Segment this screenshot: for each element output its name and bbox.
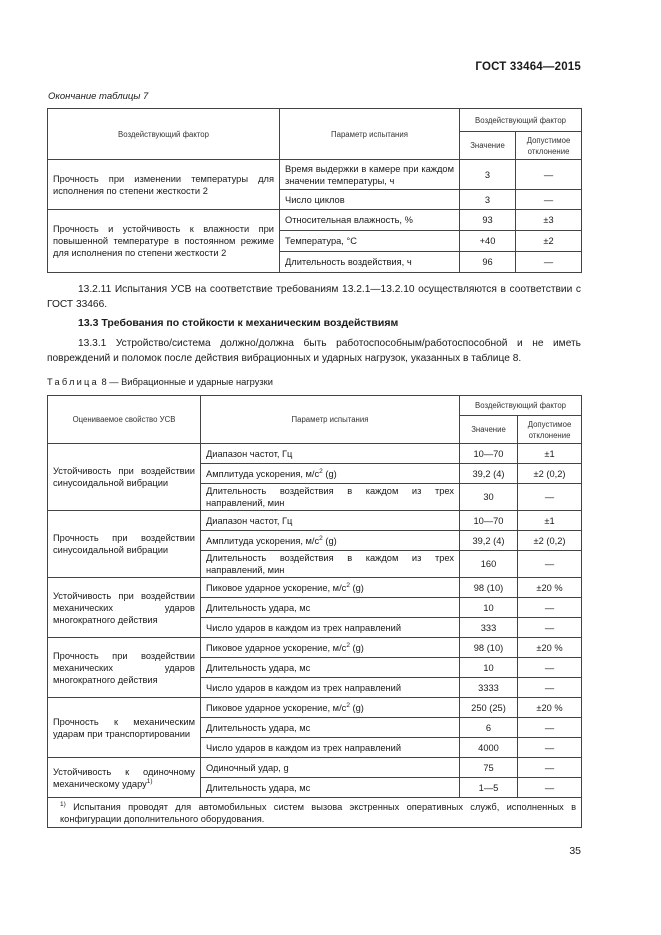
table-row xyxy=(48,511,582,531)
table-footnote-row xyxy=(48,798,582,828)
t7-param-cell: Относительная влажность, % xyxy=(280,210,460,231)
table-row xyxy=(48,444,582,464)
t8-property-text: Прочность при воздействии синусоидальной вибрации xyxy=(53,533,195,555)
table7-caption: Окончание таблицы 7 xyxy=(48,91,149,102)
table8-footnote xyxy=(48,798,582,828)
t8-param-cell: Длительность воздействия в каждом из трех направлений, мин xyxy=(201,484,460,511)
t8-header-param: Параметр испытания xyxy=(201,396,460,444)
t8-param-pre: Амплитуда ускорения, м/с xyxy=(206,535,320,546)
table-8 xyxy=(47,395,582,828)
t8-param-pre: Пиковое ударное ускорение, м/с xyxy=(206,582,347,593)
t8-param-post: (g) xyxy=(322,468,337,479)
t8-value-cell: 250 (25) xyxy=(460,698,518,718)
t8-dev-cell: — xyxy=(518,738,582,758)
t8-property-cell xyxy=(48,444,201,511)
t8-header-deviation: Допустимое отклонение xyxy=(518,416,582,444)
t8-param-cell: Длительность удара, мс xyxy=(201,718,460,738)
t8-value-cell: 10 xyxy=(460,658,518,678)
t8-param-cell: Длительность удара, мс xyxy=(201,658,460,678)
t8-param-cell xyxy=(201,638,460,658)
t7-value-cell: 93 xyxy=(460,210,516,231)
t8-param-post: (g) xyxy=(349,642,364,653)
t8-param-cell xyxy=(201,531,460,551)
t8-param-pre: Пиковое ударное ускорение, м/с xyxy=(206,702,347,713)
t8-value-cell: 10 xyxy=(460,598,518,618)
t8-param-sup: 2 xyxy=(319,467,323,475)
t8-value-cell: 30 xyxy=(460,484,518,511)
t8-dev-cell: — xyxy=(518,551,582,578)
paragraph-13-3-1 xyxy=(47,336,581,366)
table8-caption-rest: 8 — Вибрационные и ударные нагрузки xyxy=(101,377,273,387)
t7-value-cell: 3 xyxy=(460,190,516,210)
t7-dev-cell: ±3 xyxy=(516,210,582,231)
t8-dev-cell: — xyxy=(518,484,582,511)
table-row xyxy=(48,758,582,778)
t8-value-cell: 98 (10) xyxy=(460,578,518,598)
t8-param-sup: 2 xyxy=(346,641,350,649)
t7-header-deviation: Допустимое отклонение xyxy=(516,132,582,160)
t8-dev-cell: ±1 xyxy=(518,444,582,464)
t8-param-cell: Длительность удара, мс xyxy=(201,598,460,618)
t8-value-cell: 4000 xyxy=(460,738,518,758)
t8-param-cell: Длительность воздействия в каждом из трех направлений, мин xyxy=(201,551,460,578)
t7-value-cell: +40 xyxy=(460,231,516,252)
table8-caption xyxy=(47,377,273,387)
t8-property-cell xyxy=(48,698,201,758)
footnote-mark: 1) xyxy=(60,800,66,808)
t7-param-cell: Время выдержки в камере при каждом значении температуры, ч xyxy=(280,160,460,190)
paragraph-13-2-11-text: 13.2.11 Испытания УСВ на соответствие требованиям 13.2.1—13.2.10 осуществляются в соответствии с ГОСТ 33466. xyxy=(47,284,581,310)
t7-dev-cell: — xyxy=(516,252,582,273)
t7-dev-cell: — xyxy=(516,160,582,190)
t8-header-group: Воздействующий фактор xyxy=(460,396,582,416)
document-standard-header: ГОСТ 33464—2015 xyxy=(475,61,581,73)
footnote-ref: 1) xyxy=(146,777,153,785)
t8-property-text: Устойчивость при воздействии синусоидальной вибрации xyxy=(53,466,195,488)
t8-property-text: Прочность при воздействии механических ударов многократного действия xyxy=(53,650,195,685)
t8-property-text: Устойчивость к одиночному механическому удару xyxy=(53,766,195,789)
t8-dev-cell: — xyxy=(518,598,582,618)
t8-property-cell xyxy=(48,578,201,638)
t7-dev-cell: — xyxy=(516,190,582,210)
t8-param-pre: Амплитуда ускорения, м/с xyxy=(206,468,320,479)
table-row xyxy=(48,210,582,231)
t8-value-cell: 160 xyxy=(460,551,518,578)
t8-dev-cell: — xyxy=(518,758,582,778)
t7-header-factor: Воздействующий фактор xyxy=(48,109,280,160)
t8-header-value: Значение xyxy=(460,416,518,444)
t8-property-cell xyxy=(48,758,201,798)
table8-caption-word: Таблица xyxy=(47,377,99,387)
t8-value-cell: 98 (10) xyxy=(460,638,518,658)
t8-dev-cell: ±1 xyxy=(518,511,582,531)
table-row xyxy=(48,638,582,658)
t8-dev-cell: — xyxy=(518,658,582,678)
t8-header-property: Оцениваемое свойство УСВ xyxy=(48,396,201,444)
t8-param-post: (g) xyxy=(349,702,364,713)
t8-value-cell: 3333 xyxy=(460,678,518,698)
t8-dev-cell: ±20 % xyxy=(518,638,582,658)
t8-dev-cell: ±20 % xyxy=(518,578,582,598)
t8-param-cell: Число ударов в каждом из трех направлений xyxy=(201,618,460,638)
t8-value-cell: 39,2 (4) xyxy=(460,464,518,484)
t7-factor-cell: Прочность при изменении температуры для исполнения по степени жесткости 2 xyxy=(48,160,280,210)
t8-param-cell: Диапазон частот, Гц xyxy=(201,511,460,531)
t7-factor-cell: Прочность и устойчивость к влажности при повышенной температуре в постоянном режиме для исполнения по степени жесткости 2 xyxy=(48,210,280,273)
t8-value-cell: 39,2 (4) xyxy=(460,531,518,551)
t8-param-post: (g) xyxy=(322,535,337,546)
t8-dev-cell: — xyxy=(518,778,582,798)
t8-param-sup: 2 xyxy=(346,581,350,589)
t8-property-cell xyxy=(48,511,201,578)
t8-param-cell xyxy=(201,578,460,598)
t8-param-cell: Число ударов в каждом из трех направлений xyxy=(201,738,460,758)
t8-dev-cell: ±2 (0,2) xyxy=(518,531,582,551)
t8-value-cell: 1—5 xyxy=(460,778,518,798)
page-number: 35 xyxy=(569,845,581,857)
t8-param-cell: Одиночный удар, g xyxy=(201,758,460,778)
t7-header-value: Значение xyxy=(460,132,516,160)
footnote-text: Испытания проводят для автомобильных систем вызова экстренных оперативных служб, исполненных в конфигурации дополнительного оборудования. xyxy=(60,801,577,824)
table-row xyxy=(48,698,582,718)
t8-param-post: (g) xyxy=(349,582,364,593)
t7-header-param: Параметр испытания xyxy=(280,109,460,160)
t8-param-cell: Диапазон частот, Гц xyxy=(201,444,460,464)
t8-dev-cell: — xyxy=(518,678,582,698)
t7-param-cell: Температура, °С xyxy=(280,231,460,252)
t8-param-pre: Пиковое ударное ускорение, м/с xyxy=(206,642,347,653)
t8-property-text: Устойчивость при воздействии механических ударов многократного действия xyxy=(53,590,195,625)
paragraph-13-3-1-text: 13.3.1 Устройство/система должно/должна быть работоспособным/работоспособной и не иметь повреждений и поломок после действия вибрационных и ударных нагрузок, указанных в таблице 8. xyxy=(47,338,581,364)
t8-param-sup: 2 xyxy=(346,701,350,709)
t8-value-cell: 75 xyxy=(460,758,518,778)
table-row xyxy=(48,578,582,598)
t8-value-cell: 10—70 xyxy=(460,511,518,531)
t8-param-cell xyxy=(201,464,460,484)
t7-header-group: Воздействующий фактор xyxy=(460,109,582,132)
t8-dev-cell: — xyxy=(518,718,582,738)
t8-param-cell xyxy=(201,698,460,718)
t7-param-cell: Число циклов xyxy=(280,190,460,210)
table-row xyxy=(48,160,582,190)
t8-dev-cell: — xyxy=(518,618,582,638)
t8-value-cell: 333 xyxy=(460,618,518,638)
t7-value-cell: 3 xyxy=(460,160,516,190)
t7-param-cell: Длительность воздействия, ч xyxy=(280,252,460,273)
t8-param-cell: Длительность удара, мс xyxy=(201,778,460,798)
section-13-3-heading: 13.3 Требования по стойкости к механическим воздействиям xyxy=(78,317,399,329)
table-7 xyxy=(47,108,582,273)
t8-param-sup: 2 xyxy=(319,534,323,542)
t7-dev-cell: ±2 xyxy=(516,231,582,252)
t8-value-cell: 6 xyxy=(460,718,518,738)
t7-value-cell: 96 xyxy=(460,252,516,273)
t8-value-cell: 10—70 xyxy=(460,444,518,464)
t8-dev-cell: ±2 (0,2) xyxy=(518,464,582,484)
t8-property-text: Прочность к механическим ударам при транспортировании xyxy=(53,716,195,739)
t8-param-cell: Число ударов в каждом из трех направлений xyxy=(201,678,460,698)
t8-dev-cell: ±20 % xyxy=(518,698,582,718)
paragraph-13-2-11 xyxy=(47,282,581,312)
t8-property-cell xyxy=(48,638,201,698)
